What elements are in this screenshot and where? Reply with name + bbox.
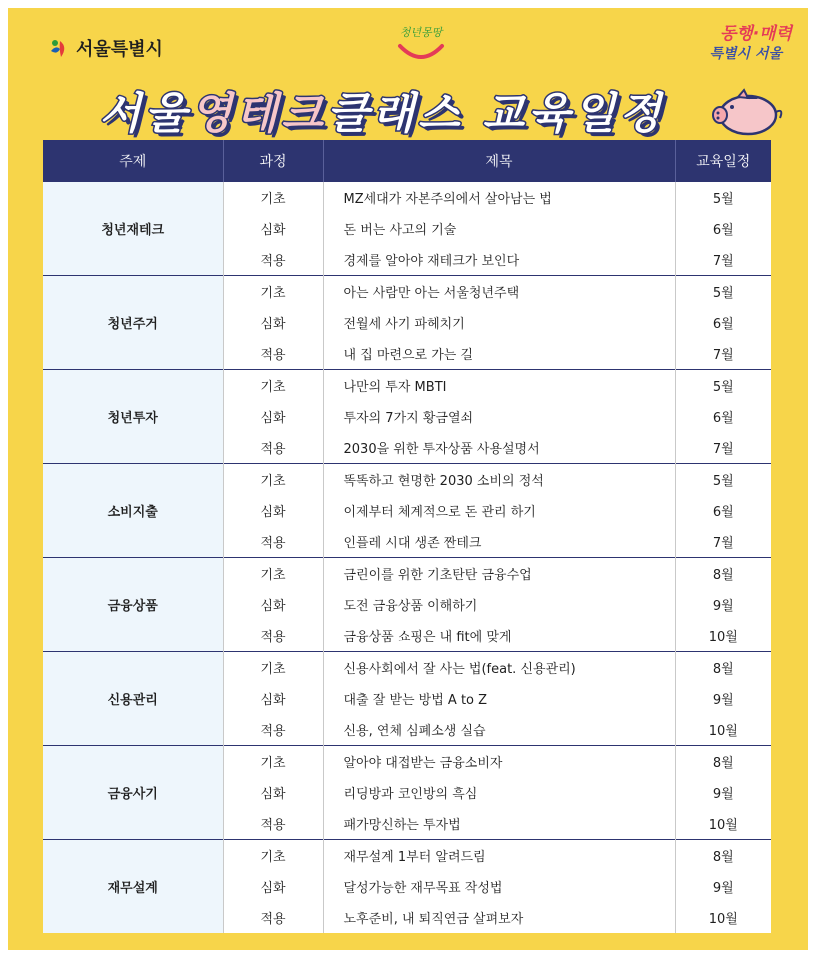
title-cell: 2030을 위한 투자상품 사용설명서 <box>323 432 675 464</box>
schedule-cell: 7월 <box>675 338 771 370</box>
header-schedule: 교육일정 <box>675 140 771 182</box>
course-cell: 적용 <box>223 902 323 933</box>
schedule-cell: 6월 <box>675 495 771 526</box>
schedule-cell: 5월 <box>675 370 771 402</box>
course-cell: 적용 <box>223 526 323 558</box>
title-cell: 나만의 투자 MBTI <box>323 370 675 402</box>
topic-cell: 청년주거 <box>43 276 223 370</box>
topic-cell: 재무설계 <box>43 840 223 934</box>
title-cell: 전월세 사기 파헤치기 <box>323 307 675 338</box>
title-cell: 내 집 마련으로 가는 길 <box>323 338 675 370</box>
title-cell: 도전 금융상품 이해하기 <box>323 589 675 620</box>
course-cell: 기초 <box>223 370 323 402</box>
schedule-cell: 10월 <box>675 714 771 746</box>
table-row <box>43 276 771 308</box>
title-part2: 영테크 <box>190 88 327 139</box>
schedule-table <box>43 140 771 933</box>
schedule-cell: 9월 <box>675 683 771 714</box>
schedule-cell: 5월 <box>675 182 771 213</box>
schedule-cell: 7월 <box>675 244 771 276</box>
schedule-cell: 10월 <box>675 620 771 652</box>
table-row <box>43 464 771 496</box>
course-cell: 적용 <box>223 432 323 464</box>
header-title: 제목 <box>323 140 675 182</box>
brand-logo-line1: 동행·매력 <box>719 24 792 44</box>
table-row <box>43 840 771 872</box>
table-row <box>43 370 771 402</box>
course-cell: 기초 <box>223 746 323 778</box>
title-cell: 대출 잘 받는 방법 A to Z <box>323 683 675 714</box>
title-cell: 신용, 연체 심폐소생 실습 <box>323 714 675 746</box>
title-cell: 알아야 대접받는 금융소비자 <box>323 746 675 778</box>
title-cell: 신용사회에서 잘 사는 법(feat. 신용관리) <box>323 652 675 684</box>
topic-cell: 청년투자 <box>43 370 223 464</box>
schedule-cell: 9월 <box>675 589 771 620</box>
title-cell: 돈 버는 사고의 기술 <box>323 213 675 244</box>
schedule-cell: 5월 <box>675 464 771 496</box>
schedule-cell: 6월 <box>675 307 771 338</box>
course-cell: 적용 <box>223 244 323 276</box>
schedule-cell: 6월 <box>675 213 771 244</box>
topic-cell: 금융상품 <box>43 558 223 652</box>
title-cell: 아는 사람만 아는 서울청년주택 <box>323 276 675 308</box>
title-cell: 똑똑하고 현명한 2030 소비의 정석 <box>323 464 675 496</box>
topic-cell: 청년재테크 <box>43 182 223 276</box>
schedule-cell: 9월 <box>675 871 771 902</box>
schedule-cell: 8월 <box>675 746 771 778</box>
seoul-brand-logo <box>672 24 792 64</box>
course-cell: 기초 <box>223 652 323 684</box>
youth-logo <box>386 24 456 70</box>
title-cell: 금린이를 위한 기초탄탄 금융수업 <box>323 558 675 590</box>
schedule-cell: 8월 <box>675 652 771 684</box>
course-cell: 기초 <box>223 558 323 590</box>
course-cell: 심화 <box>223 871 323 902</box>
course-cell: 기초 <box>223 464 323 496</box>
course-cell: 기초 <box>223 182 323 213</box>
course-cell: 기초 <box>223 840 323 872</box>
course-cell: 적용 <box>223 338 323 370</box>
course-cell: 기초 <box>223 276 323 308</box>
course-cell: 적용 <box>223 620 323 652</box>
youth-logo-text: 청년몽땅 <box>399 26 443 39</box>
piggy-bank-icon <box>708 88 788 138</box>
title-cell: 패가망신하는 투자법 <box>323 808 675 840</box>
schedule-cell: 9월 <box>675 777 771 808</box>
header-course: 과정 <box>223 140 323 182</box>
course-cell: 심화 <box>223 307 323 338</box>
schedule-cell: 7월 <box>675 432 771 464</box>
topic-cell: 금융사기 <box>43 746 223 840</box>
course-cell: 심화 <box>223 683 323 714</box>
course-cell: 적용 <box>223 714 323 746</box>
header-topic: 주제 <box>43 140 223 182</box>
schedule-cell: 7월 <box>675 526 771 558</box>
topic-cell: 소비지출 <box>43 464 223 558</box>
topic-cell: 신용관리 <box>43 652 223 746</box>
title-cell: 이제부터 체계적으로 돈 관리 하기 <box>323 495 675 526</box>
seoul-logo <box>48 35 163 61</box>
course-cell: 심화 <box>223 401 323 432</box>
seoul-logo-text: 서울특별시 <box>76 39 163 60</box>
schedule-cell: 10월 <box>675 808 771 840</box>
schedule-cell: 8월 <box>675 558 771 590</box>
course-cell: 적용 <box>223 808 323 840</box>
title-cell: 노후준비, 내 퇴직연금 살펴보자 <box>323 902 675 933</box>
schedule-cell: 6월 <box>675 401 771 432</box>
schedule-cell: 5월 <box>675 276 771 308</box>
table-row <box>43 746 771 778</box>
brand-logo-line2: 특별시 서울 <box>709 46 782 62</box>
course-cell: 심화 <box>223 495 323 526</box>
title-cell: 리딩방과 코인방의 흑심 <box>323 777 675 808</box>
title-cell: 금융상품 쇼핑은 내 fit에 맞게 <box>323 620 675 652</box>
schedule-cell: 8월 <box>675 840 771 872</box>
schedule-cell: 10월 <box>675 902 771 933</box>
table-row <box>43 558 771 590</box>
table-header-row <box>43 140 771 182</box>
course-cell: 심화 <box>223 589 323 620</box>
title-part1: 서울 <box>99 88 191 139</box>
course-cell: 심화 <box>223 777 323 808</box>
title-cell: 달성가능한 재무목표 작성법 <box>323 871 675 902</box>
course-cell: 심화 <box>223 213 323 244</box>
page-title <box>48 80 716 140</box>
title-cell: 투자의 7가지 황금열쇠 <box>323 401 675 432</box>
table-row <box>43 182 771 213</box>
title-cell: 인플레 시대 생존 짠테크 <box>323 526 675 558</box>
smile-icon <box>386 24 456 70</box>
table-row <box>43 652 771 684</box>
title-part3: 클래스 교육일정 <box>326 88 665 139</box>
title-cell: 경제를 알아야 재테크가 보인다 <box>323 244 675 276</box>
title-cell: MZ세대가 자본주의에서 살아남는 법 <box>323 182 675 213</box>
title-cell: 재무설계 1부터 알려드림 <box>323 840 675 872</box>
seoul-emblem-icon <box>48 37 70 59</box>
